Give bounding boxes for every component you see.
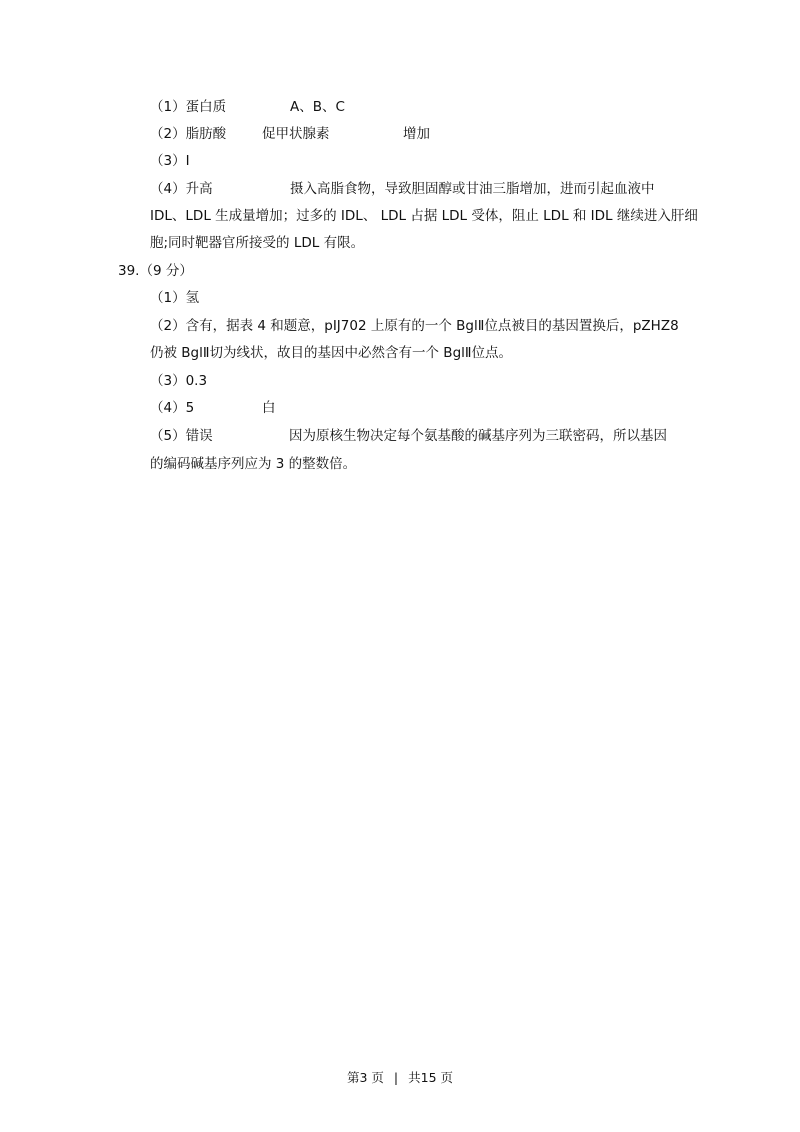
question-number: 39. bbox=[118, 263, 140, 279]
answer-2-change: 增加 bbox=[403, 126, 430, 142]
page-total: 共15 页 bbox=[408, 1070, 454, 1085]
answer-num: （1） bbox=[150, 290, 186, 306]
q39-answer-2-line-2: 仍被 BglⅡ切为线状，故目的基因中必然含有一个 BglⅡ位点。 bbox=[150, 345, 513, 361]
q39-answer-3 bbox=[150, 372, 207, 390]
answer-4-explanation: 摄入高脂食物，导致胆固醇或甘油三脂增加，进而引起血液中 bbox=[290, 181, 655, 197]
answer-text: 0.3 bbox=[185, 373, 208, 389]
question-39-header bbox=[118, 262, 193, 280]
q39-answer-2-line-1: （2）含有，据表 4 和题意，pIJ702 上原有的一个 BglⅡ位点被目的基因置换后，pZHZ8 bbox=[150, 318, 679, 334]
answer-text: I bbox=[185, 153, 190, 169]
page-footer bbox=[0, 1070, 800, 1086]
answer-num: （4） bbox=[150, 181, 186, 197]
answer-4-line-3: 胞;同时靶器官所接受的 LDL 有限。 bbox=[150, 235, 365, 251]
footer-separator: | bbox=[393, 1070, 399, 1085]
answer-text: 脂肪酸 bbox=[185, 126, 227, 142]
answer-num: （3） bbox=[150, 153, 186, 169]
question-score: （9 分） bbox=[139, 263, 193, 279]
page-number: 第3 页 bbox=[346, 1070, 384, 1085]
answer-3 bbox=[150, 152, 190, 170]
answer-num: （1） bbox=[150, 99, 186, 115]
answer-num: （5） bbox=[150, 428, 186, 444]
q39-answer-5 bbox=[150, 427, 213, 445]
q39-answer-4-color: 白 bbox=[262, 400, 276, 416]
answer-1 bbox=[150, 98, 226, 116]
answer-text: 氢 bbox=[185, 290, 200, 306]
answer-num: （2） bbox=[150, 126, 186, 142]
answer-text: 升高 bbox=[185, 181, 213, 197]
answer-text: 5 bbox=[185, 400, 195, 416]
q39-answer-5-line-2: 的编码碱基序列应为 3 的整数倍。 bbox=[150, 456, 357, 472]
answer-4 bbox=[150, 180, 213, 198]
answer-1-options: A、B、C bbox=[290, 99, 345, 115]
answer-4-line-2: IDL、LDL 生成量增加；过多的 IDL、 LDL 占据 LDL 受体，阻止 LDL 和 IDL 继续进入肝细 bbox=[150, 208, 698, 224]
answer-num: （4） bbox=[150, 400, 186, 416]
answer-num: （3） bbox=[150, 373, 186, 389]
answer-2-hormone: 促甲状腺素 bbox=[262, 126, 330, 142]
q39-answer-1 bbox=[150, 289, 199, 307]
answer-2 bbox=[150, 125, 226, 143]
answer-text: 蛋白质 bbox=[185, 99, 227, 115]
q39-answer-4 bbox=[150, 399, 194, 417]
q39-answer-5-explanation: 因为原核生物决定每个氨基酸的碱基序列为三联密码，所以基因 bbox=[289, 428, 667, 444]
answer-text: 错误 bbox=[185, 428, 213, 444]
